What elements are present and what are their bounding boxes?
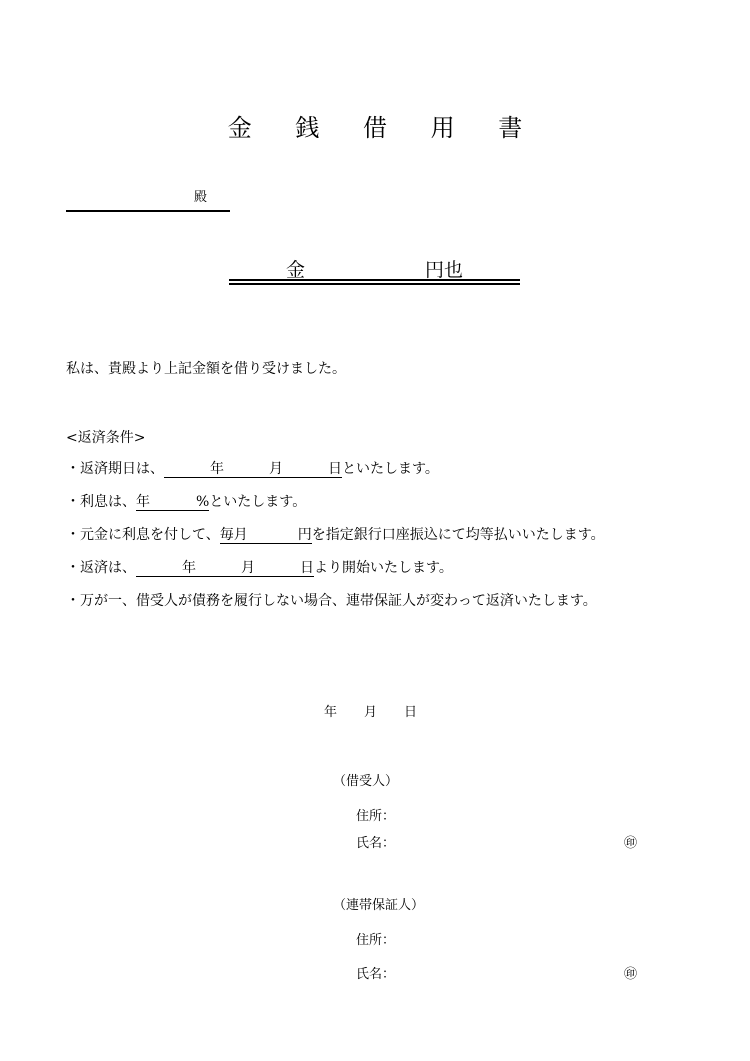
start-year-label: 年	[182, 560, 196, 576]
condition-due-tail: といたします。	[342, 461, 439, 477]
amount-prefix: 金	[286, 259, 306, 281]
interest-rate-blank	[136, 495, 209, 511]
amount-double-underline-bottom	[229, 283, 520, 285]
condition-due-date	[66, 458, 439, 478]
condition-interest-tail: といたします。	[209, 494, 307, 510]
addressee-honorific: 殿	[194, 190, 208, 205]
installment-yen-label: 円	[297, 527, 312, 543]
installment-amount-blank	[220, 528, 312, 544]
interest-year-label: 年	[136, 494, 150, 510]
due-month-label: 月	[269, 461, 283, 477]
installment-monthly-label: 毎月	[219, 527, 248, 543]
due-year-label: 年	[210, 461, 224, 477]
amount-suffix: 円也	[425, 259, 464, 281]
signing-day-label: 日	[404, 705, 418, 720]
borrower-seal-mark: ㊞	[624, 836, 638, 851]
guarantor-address-label: 住所：	[356, 933, 396, 948]
borrower-address-label: 住所：	[356, 809, 396, 824]
condition-installment	[66, 524, 605, 544]
condition-interest	[66, 491, 306, 511]
borrower-heading: （借受人）	[333, 774, 399, 789]
start-date-blank	[136, 561, 314, 577]
start-month-label: 月	[241, 560, 255, 576]
condition-installment-lead: ・元金に利息を付して、	[66, 527, 220, 543]
guarantor-heading: （連帯保証人）	[333, 898, 425, 913]
conditions-heading: <返済条件>	[66, 430, 146, 446]
document-title: 金 銭 借 用 書	[227, 114, 541, 142]
signing-month-label: 月	[364, 705, 378, 720]
borrower-name-label: 氏名：	[356, 836, 396, 851]
condition-due-lead: ・返済期日は、	[66, 461, 164, 477]
interest-percent-label: %	[196, 494, 210, 510]
amount-double-underline-top	[229, 279, 520, 281]
start-day-label: 日	[300, 560, 314, 576]
guarantor-seal-mark: ㊞	[624, 967, 638, 982]
loan-statement: 私は、貴殿より上記金額を借り受けました。	[66, 361, 346, 377]
addressee-blank-line	[66, 210, 230, 212]
condition-start-tail: より開始いたします。	[314, 560, 453, 576]
guarantor-name-label: 氏名：	[356, 967, 396, 982]
due-date-blank	[164, 462, 342, 478]
condition-installment-tail: を指定銀行口座振込にて均等払いいたします。	[311, 527, 605, 543]
condition-start-date	[66, 557, 453, 577]
signing-date	[324, 701, 417, 720]
signing-year-label: 年	[324, 705, 338, 720]
condition-start-lead: ・返済は、	[66, 560, 136, 576]
due-day-label: 日	[328, 461, 342, 477]
condition-guarantee: ・万が一、借受人が債務を履行しない場合、連帯保証人が変わって返済いたします。	[66, 593, 597, 609]
condition-interest-lead: ・利息は、	[66, 494, 136, 510]
